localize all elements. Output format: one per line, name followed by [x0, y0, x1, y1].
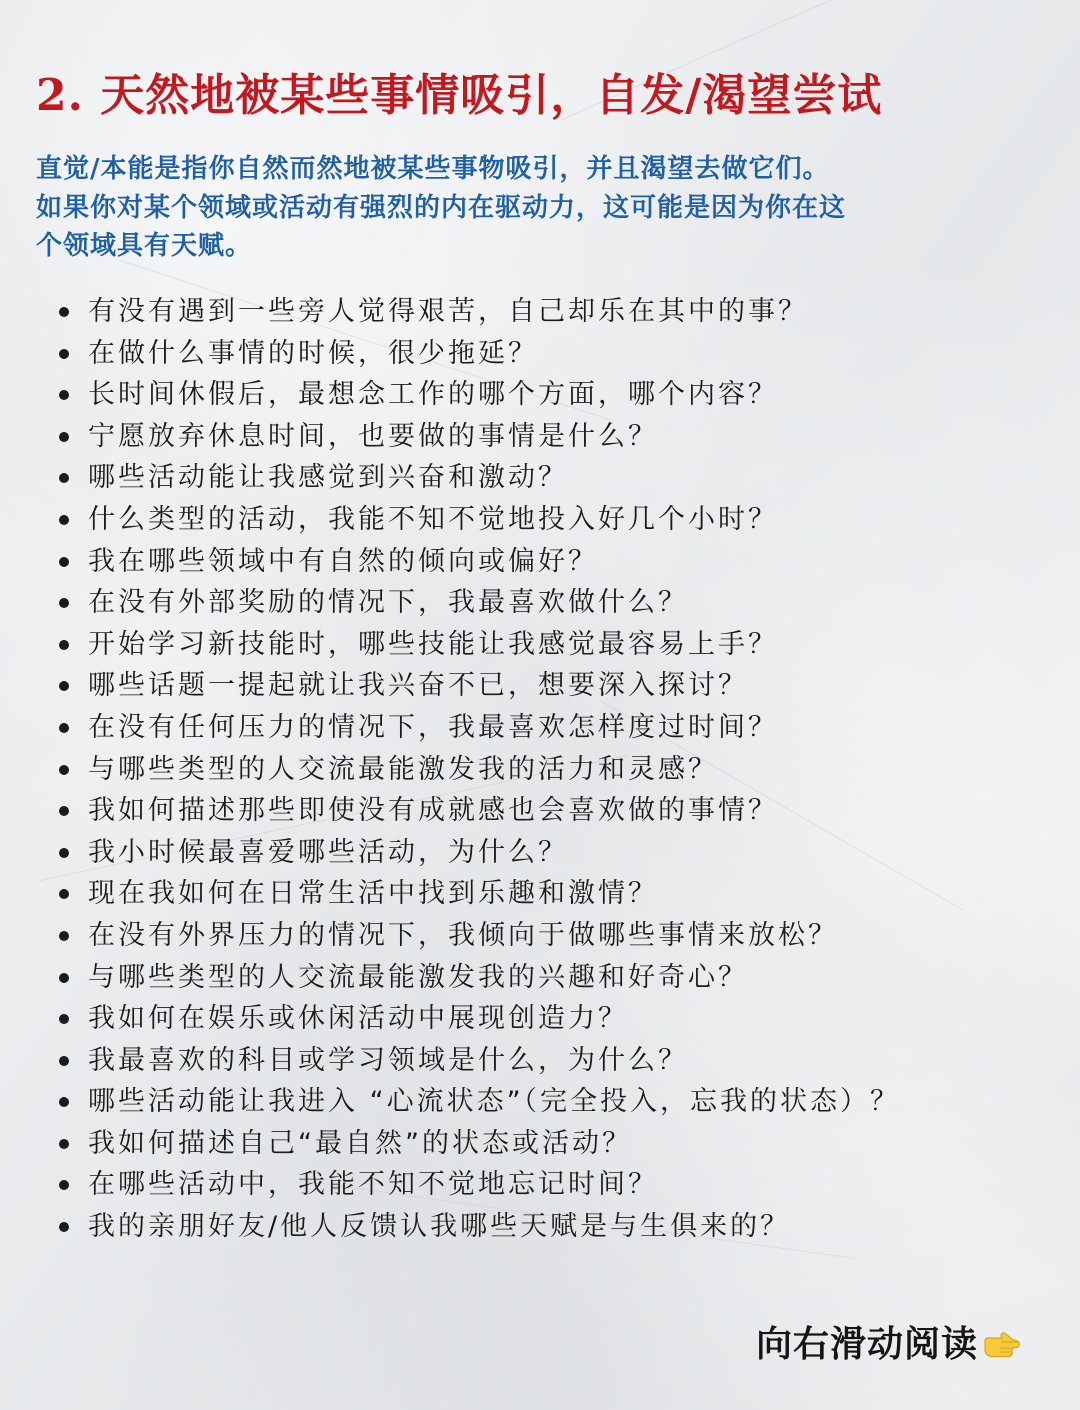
question-item: [0, 1123, 948, 1165]
question-text: 与哪些类型的人交流最能激发我的活力和灵感？: [88, 753, 718, 785]
question-item: [0, 665, 948, 707]
swipe-hint[interactable]: [756, 1322, 1022, 1366]
question-item: [0, 832, 948, 874]
bullet-icon: [59, 1222, 69, 1232]
question-text: 在没有任何压力的情况下，我最喜欢怎样度过时间？: [88, 711, 778, 743]
question-item: [0, 1164, 948, 1206]
bullet-icon: [59, 681, 69, 691]
bullet-icon: [59, 723, 69, 733]
question-item: [0, 499, 948, 541]
question-item: [0, 416, 948, 458]
bullet-icon: [59, 931, 69, 941]
question-text: 现在我如何在日常生活中找到乐趣和激情？: [88, 878, 658, 910]
bullet-icon: [59, 307, 69, 317]
question-text: 我最喜欢的科目或学习领域是什么，为什么？: [88, 1044, 688, 1076]
question-text: 哪些活动能让我进入 “心流状态”（完全投入，忘我的状态）？: [88, 1086, 901, 1118]
bullet-icon: [59, 1097, 69, 1107]
bullet-icon: [59, 806, 69, 816]
question-text: 在没有外界压力的情况下，我倾向于做哪些事情来放松？: [88, 919, 838, 951]
question-text: 我的亲朋好友/他人反馈认我哪些天赋是与生俱来的？: [88, 1211, 791, 1243]
bullet-icon: [59, 598, 69, 608]
question-text: 我如何描述自己“最自然”的状态或活动？: [88, 1127, 632, 1159]
bullet-icon: [59, 473, 69, 483]
question-item: [0, 915, 948, 957]
bullet-icon: [59, 1139, 69, 1149]
bullet-icon: [59, 640, 69, 650]
question-text: 在做什么事情的时候，很少拖延？: [88, 337, 538, 369]
bullet-icon: [59, 889, 69, 899]
pointing-right-hand-icon: [982, 1329, 1022, 1359]
bullet-icon: [59, 1014, 69, 1024]
question-item: [0, 790, 948, 832]
question-item: [0, 1081, 948, 1123]
bullet-icon: [59, 1056, 69, 1066]
bullet-icon: [59, 349, 69, 359]
bullet-icon: [59, 432, 69, 442]
bullet-icon: [59, 765, 69, 775]
question-text: 哪些活动能让我感觉到兴奋和激动？: [88, 462, 568, 494]
question-text: 在哪些活动中，我能不知不觉地忘记时间？: [88, 1169, 658, 1201]
question-text: 与哪些类型的人交流最能激发我的兴趣和好奇心？: [88, 961, 748, 993]
bullet-icon: [59, 848, 69, 858]
question-item: [0, 291, 948, 333]
question-item: [0, 457, 948, 499]
intro-line: 如果你对某个领域或活动有强烈的内在驱动力，这可能是因为你在这: [36, 192, 847, 223]
question-text: 在没有外部奖励的情况下，我最喜欢做什么？: [88, 587, 688, 619]
question-item: [0, 582, 948, 624]
question-item: [0, 1040, 948, 1082]
question-text: 哪些话题一提起就让我兴奋不已，想要深入探讨？: [88, 670, 748, 702]
question-item: [0, 624, 948, 666]
question-text: 开始学习新技能时，哪些技能让我感觉最容易上手？: [88, 628, 778, 660]
bullet-icon: [59, 557, 69, 567]
bullet-icon: [59, 515, 69, 525]
swipe-hint-label: 向右滑动阅读: [755, 1323, 978, 1365]
question-text: 什么类型的活动，我能不知不觉地投入好几个小时？: [88, 503, 778, 535]
question-item: [0, 998, 948, 1040]
question-item: [0, 374, 948, 416]
page-title: 2. 天然地被某些事情吸引，自发/渴望尝试: [36, 70, 883, 121]
bullet-icon: [59, 1180, 69, 1190]
question-text: 长时间休假后，最想念工作的哪个方面，哪个内容？: [88, 379, 778, 411]
intro-line: 个领域具有天赋。: [36, 231, 253, 261]
question-text: 我在哪些领域中有自然的倾向或偏好？: [88, 545, 598, 577]
question-text: 有没有遇到一些旁人觉得艰苦，自己却乐在其中的事？: [88, 296, 808, 327]
question-item: [0, 333, 948, 375]
intro-line: 直觉/本能是指你自然而然地被某些事物吸引，并且渴望去做它们。: [36, 154, 830, 184]
question-text: 我如何描述那些即使没有成就感也会喜欢做的事情？: [88, 795, 778, 827]
question-item: [0, 873, 948, 915]
question-item: [0, 749, 948, 791]
question-list: [0, 291, 1000, 1248]
question-text: 宁愿放弃休息时间，也要做的事情是什么？: [88, 420, 658, 452]
question-item: [0, 957, 948, 999]
question-text: 我小时候最喜爱哪些活动，为什么？: [88, 836, 568, 868]
bullet-icon: [59, 973, 69, 983]
question-text: 我如何在娱乐或休闲活动中展现创造力？: [88, 1003, 628, 1035]
bullet-icon: [59, 390, 69, 400]
question-item: [0, 707, 948, 749]
question-item: [0, 541, 948, 583]
intro-paragraph: [36, 150, 1016, 266]
question-item: [0, 1206, 948, 1248]
